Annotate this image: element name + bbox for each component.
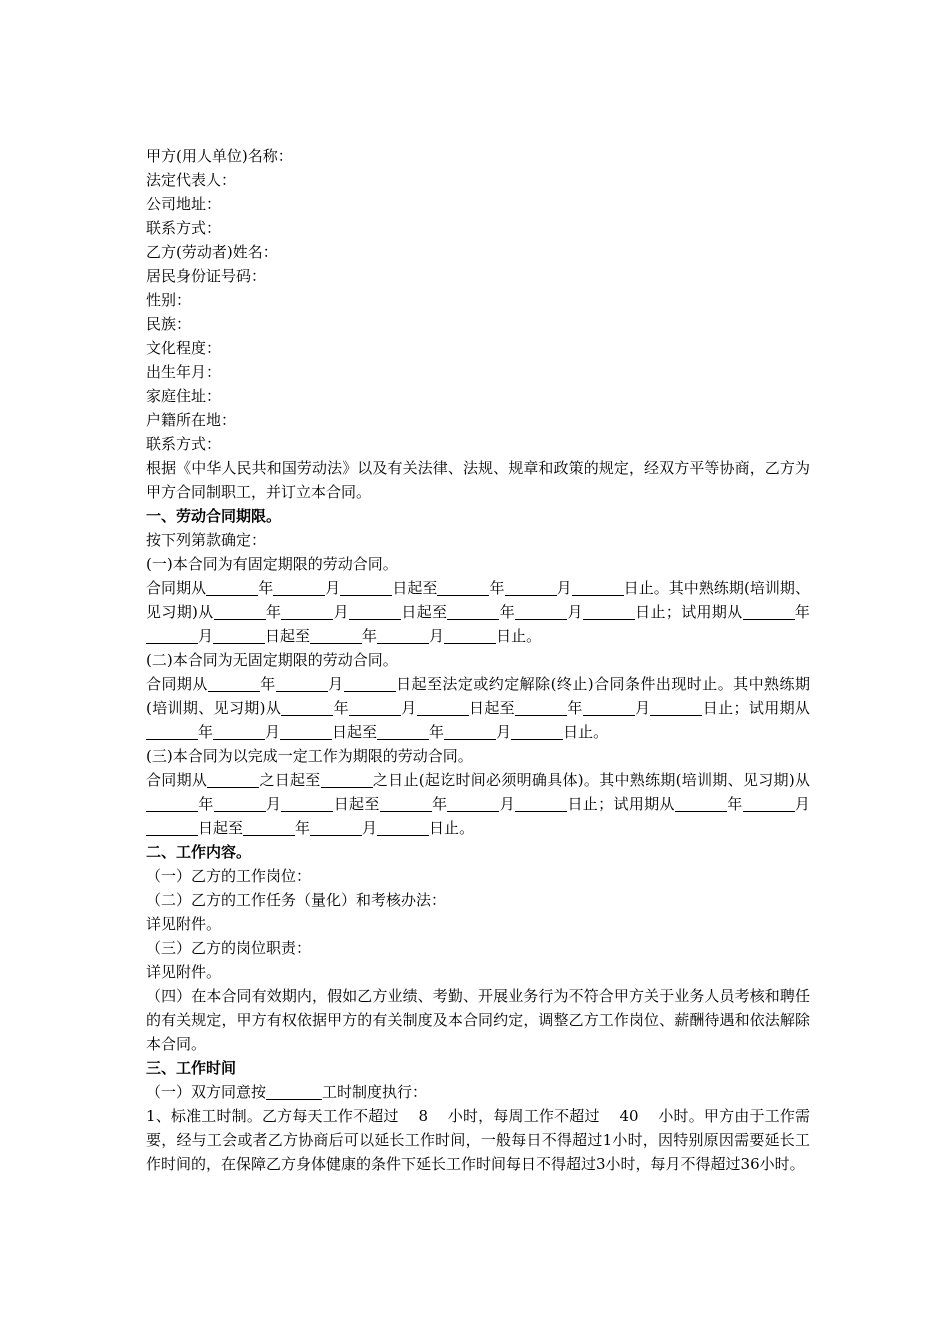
id-number-field: 居民身份证号码： xyxy=(146,267,267,285)
work-hours-system-item: （一）双方同意按 工时制度执行： xyxy=(146,1083,428,1101)
job-tasks-item: （二）乙方的工作任务（量化）和考核办法： xyxy=(146,891,447,909)
job-duties-item: （三）乙方的岗位职责： xyxy=(146,939,312,957)
legal-rep-field: 法定代表人： xyxy=(146,171,237,189)
party-a-name-field: 甲方(用人单位)名称： xyxy=(146,147,293,165)
fixed-term-title: (一)本合同为有固定期限的劳动合同。 xyxy=(146,555,398,573)
hukou-field: 户籍所在地： xyxy=(146,411,237,429)
adjustment-clause: （四）在本合同有效期内，假如乙方业绩、考勤、开展业务行为不符合甲方关于业务人员考核和聘任的有关规定，甲方有权依据甲方的有关制度及本合同约定，调整乙方工作岗位、薪酬待遇和依法解除本合同。 xyxy=(146,987,810,1053)
education-field: 文化程度： xyxy=(146,339,222,357)
section-2-heading: 二、工作内容。 xyxy=(146,843,252,861)
open-term-title: (二)本合同为无固定期限的劳动合同。 xyxy=(146,651,398,669)
company-address-field: 公司地址： xyxy=(146,195,222,213)
see-attachment-1: 详见附件。 xyxy=(146,915,222,933)
open-term-paragraph: 合同期从 年 月 日起至法定或约定解除(终止)合同条件出现时止。其中熟练期(培训期、见习期)从 年 月 日起至 年 月 日止；试用期从年 月 日起至 年 月 日止。 xyxy=(146,675,810,741)
birth-date-field: 出生年月： xyxy=(146,363,222,381)
home-address-field: 家庭住址： xyxy=(146,387,222,405)
task-term-paragraph: 合同期从 之日起至 之日止(起讫时间必须明确具体)。其中熟练期(培训期、见习期)从年 月 日起至 年 月 日止；试用期从 年 月日起至 年 月 日止。 xyxy=(146,771,810,837)
party-b-contact-field: 联系方式： xyxy=(146,435,222,453)
contract-body xyxy=(146,144,810,1176)
see-attachment-2: 详见附件。 xyxy=(146,963,222,981)
section-1-intro: 按下列第款确定： xyxy=(146,531,267,549)
standard-hours-paragraph: 1、标准工时制。乙方每天工作不超过 8 小时，每周工作不超过 40 小时。甲方由于工作需要，经与工会或者乙方协商后可以延长工作时间，一般每日不得超过1小时，因特别原因需要延长工作时间的，在保障乙方身体健康的条件下延长工作时间每日不得超过3小时，每月不得超过36小时。 xyxy=(146,1107,810,1173)
party-a-contact-field: 联系方式： xyxy=(146,219,222,237)
section-3-heading: 三、工作时间 xyxy=(146,1059,237,1077)
fixed-term-paragraph: 合同期从 年 月 日起至 年 月 日止。其中熟练期(培训期、见习期)从 年 月 日起至 年 月 日止；试用期从 年月 日起至 年 月 日止。 xyxy=(146,579,810,645)
job-position-item: （一）乙方的工作岗位： xyxy=(146,867,312,885)
ethnicity-field: 民族： xyxy=(146,315,192,333)
party-b-name-field: 乙方(劳动者)姓名： xyxy=(146,243,278,261)
gender-field: 性别： xyxy=(146,291,192,309)
preamble-paragraph: 根据《中华人民共和国劳动法》以及有关法律、法规、规章和政策的规定，经双方平等协商，乙方为甲方合同制职工，并订立本合同。 xyxy=(146,459,810,501)
task-term-title: (三)本合同为以完成一定工作为期限的劳动合同。 xyxy=(146,747,473,765)
section-1-heading: 一、劳动合同期限。 xyxy=(146,507,282,525)
